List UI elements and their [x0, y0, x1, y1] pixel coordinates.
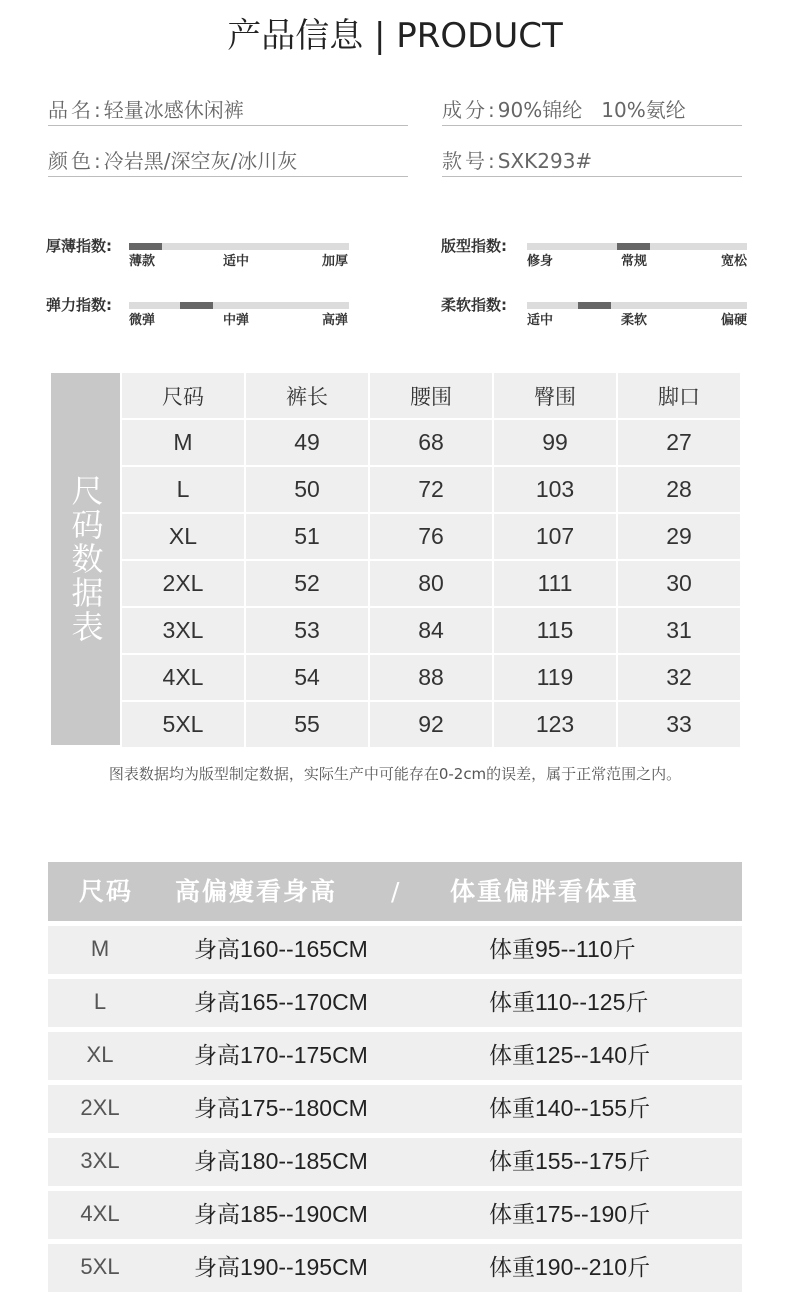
size-table-cell: 5XL: [122, 702, 244, 747]
thickness-index-tick-low: 薄款: [129, 254, 156, 269]
size-table-cell: 80: [370, 561, 492, 606]
size-table-cell: 54: [246, 655, 368, 700]
size-table-cell: 119: [494, 655, 616, 700]
recommend-table-row: [48, 1138, 742, 1186]
size-table-cell: XL: [122, 514, 244, 559]
size-table-side-title: [51, 373, 120, 745]
size-table-grid: [122, 373, 740, 745]
fit-index-tick-mid: 常规: [621, 254, 648, 269]
softness-index-track: [527, 302, 747, 309]
size-table-cell: 29: [618, 514, 740, 559]
size-table-cell: 53: [246, 608, 368, 653]
recommend-height: 身高175--180CM: [194, 1095, 368, 1121]
size-table-cell: 68: [370, 420, 492, 465]
size-table-cell: M: [122, 420, 244, 465]
size-data-table: [51, 373, 740, 745]
recommend-size: 3XL: [80, 1148, 120, 1173]
elasticity-index-tick-low: 微弹: [129, 313, 156, 328]
recommend-height: 身高180--185CM: [194, 1148, 368, 1174]
thickness-index-level: [129, 243, 162, 250]
recommend-weight: 体重190--210斤: [489, 1254, 651, 1280]
style-number-label: 款号:: [442, 149, 498, 173]
recommend-weight: 体重110--125斤: [489, 989, 649, 1015]
recommend-table-row: [48, 1032, 742, 1080]
recommend-size: 4XL: [80, 1201, 120, 1226]
thickness-index: [46, 237, 356, 277]
size-table-side-title-text: 尺码数据表: [66, 474, 105, 644]
size-table-cell: 107: [494, 514, 616, 559]
recommend-weight: 体重175--190斤: [489, 1201, 651, 1227]
size-table-cell: 31: [618, 608, 740, 653]
size-table-cell: 30: [618, 561, 740, 606]
size-table-cell: 4XL: [122, 655, 244, 700]
size-table-cell: 52: [246, 561, 368, 606]
size-table-cell: 99: [494, 420, 616, 465]
product-name-row: [48, 96, 408, 126]
size-table-cell: 55: [246, 702, 368, 747]
softness-index-tick-high: 偏硬: [721, 313, 748, 328]
composition-value: 90%锦纶 10%氨纶: [497, 98, 686, 122]
size-table-cell: 88: [370, 655, 492, 700]
thickness-index-track: [129, 243, 349, 250]
recommend-height: 身高185--190CM: [194, 1201, 368, 1227]
style-number-value: SXK293#: [497, 149, 593, 173]
fit-index-tick-high: 宽松: [721, 254, 748, 269]
recommend-header-separator: /: [391, 877, 402, 906]
thickness-index-tick-high: 加厚: [322, 254, 349, 269]
fit-index-label: 版型指数:: [441, 237, 507, 255]
softness-index-level: [578, 302, 611, 309]
size-table-cell: 2XL: [122, 561, 244, 606]
size-table-header-cell: 臀围: [494, 373, 616, 418]
softness-index: [441, 296, 751, 336]
style-number-row: [442, 147, 742, 177]
size-table-cell: 27: [618, 420, 740, 465]
color-label: 颜色:: [48, 149, 104, 173]
recommend-size: L: [93, 989, 107, 1014]
size-table-cell: 28: [618, 467, 740, 512]
size-table-cell: 32: [618, 655, 740, 700]
recommend-height: 身高190--195CM: [194, 1254, 368, 1280]
size-table-cell: 33: [618, 702, 740, 747]
size-table-header-cell: 腰围: [370, 373, 492, 418]
size-table-header-cell: 尺码: [122, 373, 244, 418]
product-name-label: 品名:: [48, 98, 104, 122]
recommend-table-row: [48, 926, 742, 974]
size-table-cell: 123: [494, 702, 616, 747]
composition-label: 成分:: [442, 98, 498, 122]
fit-index: [441, 237, 751, 277]
thickness-index-label: 厚薄指数:: [46, 237, 112, 255]
measurement-note: 图表数据均为版型制定数据，实际生产中可能存在0-2cm的误差，属于正常范围之内。: [108, 765, 682, 783]
recommend-weight: 体重155--175斤: [489, 1148, 651, 1174]
color-row: [48, 147, 408, 177]
recommend-table-row: [48, 979, 742, 1027]
fit-index-track: [527, 243, 747, 250]
recommend-height: 身高165--170CM: [194, 989, 368, 1015]
recommend-weight: 体重125--140斤: [489, 1042, 651, 1068]
size-table-cell: L: [122, 467, 244, 512]
recommend-header-weight: 体重偏胖看体重: [450, 877, 640, 906]
size-table-cell: 103: [494, 467, 616, 512]
fit-index-level: [617, 243, 650, 250]
product-name-value: 轻量冰感休闲裤: [103, 98, 244, 122]
size-table-cell: 51: [246, 514, 368, 559]
fit-index-tick-low: 修身: [527, 254, 554, 269]
size-table-header-cell: 脚口: [618, 373, 740, 418]
page-title: 产品信息 | PRODUCT: [227, 16, 563, 56]
recommend-weight: 体重95--110斤: [489, 936, 636, 962]
recommend-height: 身高170--175CM: [194, 1042, 368, 1068]
recommend-table-header: [48, 862, 742, 921]
softness-index-tick-mid: 柔软: [621, 313, 648, 328]
size-table-cell: 3XL: [122, 608, 244, 653]
recommend-weight: 体重140--155斤: [489, 1095, 651, 1121]
size-table-header-cell: 裤长: [246, 373, 368, 418]
size-table-cell: 92: [370, 702, 492, 747]
recommend-table-row: [48, 1244, 742, 1292]
recommend-height: 身高160--165CM: [194, 936, 368, 962]
recommend-table-row: [48, 1191, 742, 1239]
size-table-cell: 84: [370, 608, 492, 653]
elasticity-index-track: [129, 302, 349, 309]
recommend-size: 5XL: [80, 1254, 120, 1279]
color-value: 冷岩黑/深空灰/冰川灰: [103, 149, 298, 173]
recommend-header-size: 尺码: [79, 877, 134, 906]
elasticity-index: [46, 296, 356, 336]
size-table-cell: 72: [370, 467, 492, 512]
thickness-index-tick-mid: 适中: [223, 254, 250, 269]
composition-row: [442, 96, 742, 126]
size-table-cell: 76: [370, 514, 492, 559]
size-table-cell: 50: [246, 467, 368, 512]
recommend-size: M: [90, 936, 110, 961]
recommend-size: XL: [86, 1042, 114, 1067]
elasticity-index-tick-mid: 中弹: [223, 313, 250, 328]
size-table-cell: 111: [494, 561, 616, 606]
size-table-cell: 115: [494, 608, 616, 653]
elasticity-index-level: [180, 302, 213, 309]
softness-index-tick-low: 适中: [527, 313, 554, 328]
elasticity-index-label: 弹力指数:: [46, 296, 112, 314]
softness-index-label: 柔软指数:: [441, 296, 507, 314]
size-table-cell: 49: [246, 420, 368, 465]
recommend-table-row: [48, 1085, 742, 1133]
elasticity-index-tick-high: 高弹: [322, 313, 349, 328]
recommend-header-height: 高偏瘦看身高: [175, 877, 338, 906]
recommend-size: 2XL: [80, 1095, 120, 1120]
